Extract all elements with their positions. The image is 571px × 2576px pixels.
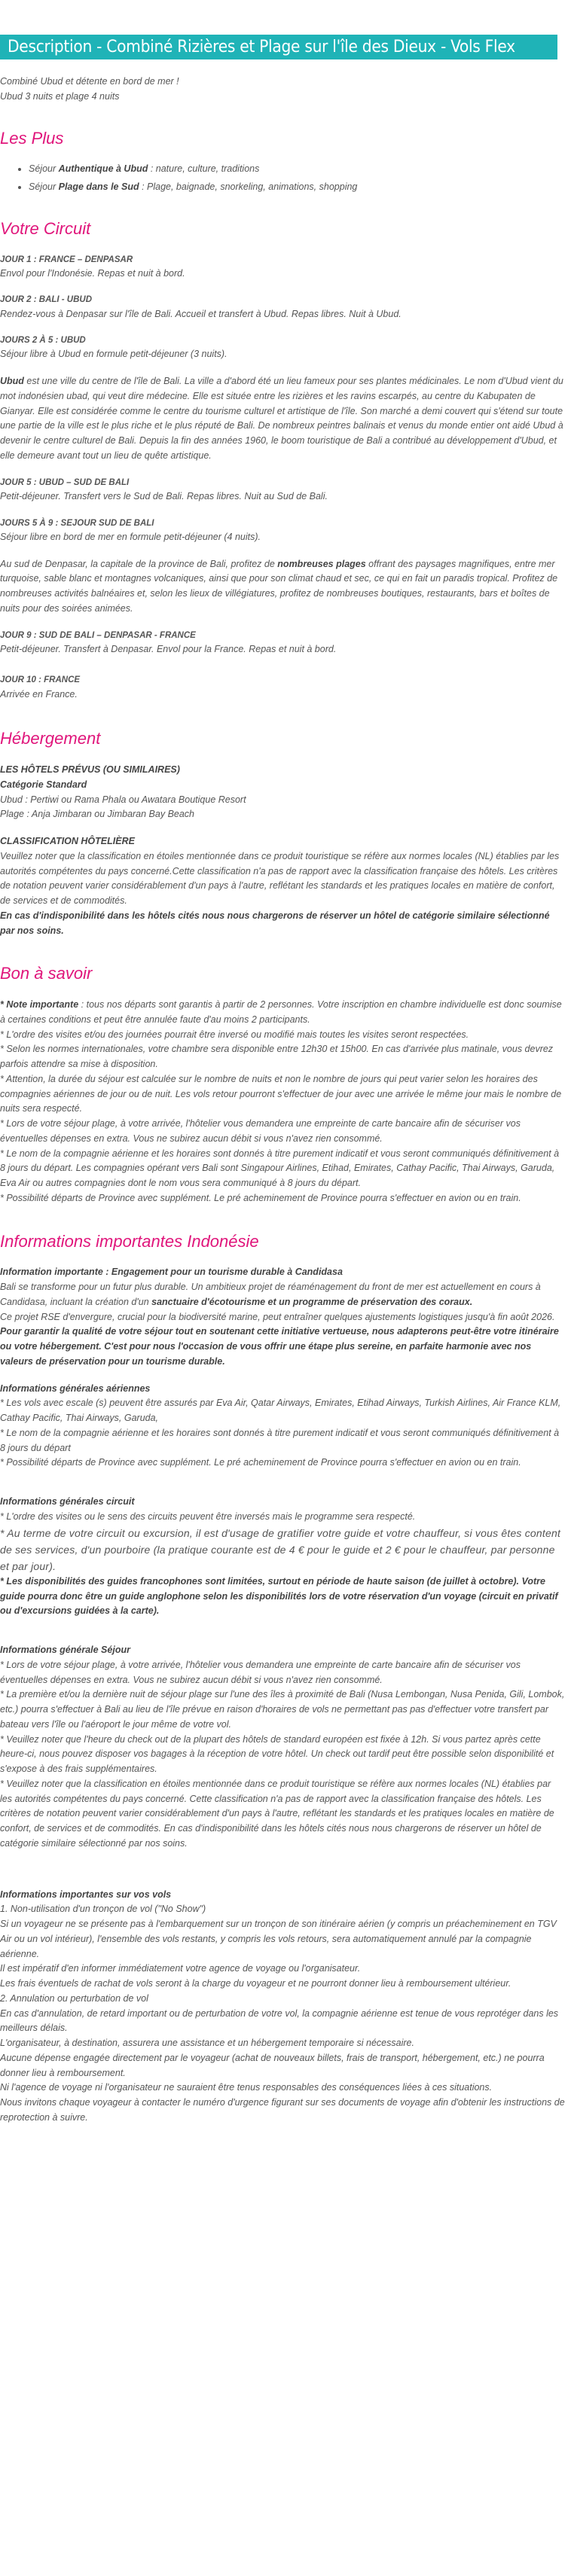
item-prefix: Séjour	[29, 181, 59, 192]
day-block	[0, 629, 565, 657]
vols-line: Il est impératif d'en informer immédiatement votre agence de voyage ou l'organisateur.	[0, 1963, 361, 1974]
bonasavoir-body	[0, 998, 565, 1206]
classification-text: Veuillez noter que la classification en étoiles mentionnée dans ce produit touristique se réfère aux normes locales (NL) établies par les autorités compétentes du pays concerné.Cette classification n'a pas de rapport avec la classification française des hôtels. Les critères de notation peuvent varier considérablement d'un pays à l'autre, reflétant les standards et les pratiques locales en matière de confort, de services et de commodités.	[0, 850, 560, 907]
vols-line: Aucune dépense engagée directement par le voyageur (achat de nouveaux billets, frais de transport, hébergement, etc.) ne pourra donner lieu à remboursement.	[0, 2052, 545, 2078]
day-text: Petit-déjeuner. Transfert vers le Sud de Bali. Repas libres. Nuit au Sud de Bali.	[0, 490, 328, 501]
circuit-body	[0, 253, 565, 703]
info-line: * Attention, la durée du séjour est calculée sur le nombre de nuits et non le nombre de jours qui peut varier selon les horaires des compagnies aériennes de jour ou de nuit. Les vols retour pourront s'effectuer de jour avec une arrivée le même jour mais le nombre de nuits sera respecté.	[0, 1073, 562, 1114]
item-bold: Authentique à Ubud	[58, 163, 148, 175]
intro-line: Ubud 3 nuits et plage 4 nuits	[0, 90, 120, 102]
bonasavoir-heading: Bon à savoir	[0, 964, 93, 983]
intro	[0, 75, 565, 105]
day-title: JOUR 5 : UBUD – SUD DE BALI	[0, 477, 130, 487]
sejour-line: * Veuillez noter que la classification en étoiles mentionnée dans ce produit touristique se réfère aux normes locales (NL) établies par les autorités compétentes du pays concerné. Cette classification n'a pas de rapport avec la classification française des hôtels. Les critères de notation peuvent varier considérablement d'un pays à l'autre, reflétant les standards et les pratiques locales en matière de confort, de services et de commodités. En cas d'indisponibilité dans les hôtels cités nous nous chargerons de réserver un hôtel de catégorie similaire sélectionné par nos soins.	[0, 1778, 554, 1849]
day-block	[0, 517, 565, 545]
page	[0, 35, 571, 2126]
day-text: Arrivée en France.	[0, 688, 78, 700]
aer-title: Informations générales aériennes	[0, 1383, 151, 1394]
vols-title: Informations importantes sur vos vols	[0, 1889, 172, 1900]
sud-bold: nombreuses plages	[277, 558, 366, 569]
item-prefix: Séjour	[29, 163, 59, 175]
sejour-line: * Veuillez noter que l'heure du check out de la plupart des hôtels de standard européen est fixée à 12h. Si vous partez après cette heure-ci, nous pouvez disposer vos bagages à la réception de votre hôtel. Un check out tardif peut être possible selon disponibilité et s'expose à des frais supplémentaires.	[0, 1733, 554, 1775]
day-title: JOURS 5 À 9 : SEJOUR SUD DE BALI	[0, 518, 154, 528]
infos-heading: Informations importantes Indonésie	[0, 1231, 259, 1251]
vols-line: Les frais éventuels de rachat de vols seront à la charge du voyageur et ne pourront donner lieu à remboursement ultérieur.	[0, 1978, 511, 1989]
vols-line: 1. Non-utilisation d'un tronçon de vol ("No Show")	[0, 1904, 206, 1915]
plus-heading: Les Plus	[0, 128, 64, 148]
important-title: Information importante : Engagement pour un tourisme durable à Candidasa	[0, 1267, 343, 1278]
classification-bold: En cas d'indisponibilité dans les hôtels cités nous nous chargerons de réserver un hôtel de catégorie similaire sélectionné par nos soins.	[0, 910, 550, 936]
note-bold: * Note importante	[0, 999, 79, 1011]
tip-line: * Au terme de votre circuit ou excursion, il est d'usage de gratifier votre guide et votre chauffeur, si vous êtes content de ses services, d'un pourboire (la pratique courante est de 4 € pour le guide et 2 € pour le chauffeur, par personne et par jour).	[0, 1526, 561, 1572]
category-title: Catégorie Standard	[0, 779, 87, 790]
info-line: * Lors de votre séjour plage, à votre arrivée, l'hôtelier vous demandera une empreinte de carte bancaire afin de sécuriser vos éventuelles dépenses en extra. Vous ne subirez aucun débit si vous n'avez rien consommé.	[0, 1118, 521, 1144]
guides-line: * Les disponibilités des guides francophones sont limitées, surtout en période de haute saison (de juillet à octobre). Votre guide pourra donc être un guide anglophone selon les disponibilités lors de votre réservation d'un voyage (circuit en privatif ou d'excursions guidées à la carte).	[0, 1575, 558, 1617]
info-line: * L'ordre des visites et/ou des journées pourrait être inversé ou modifié mais toutes les visites seront respectées.	[0, 1029, 469, 1040]
hotels-subtitle: LES HÔTELS PRÉVUS (OU SIMILAIRES)	[0, 764, 180, 776]
classification-title: CLASSIFICATION HÔTELIÈRE	[0, 836, 135, 847]
vols-line: En cas d'annulation, de retard important ou de perturbation de votre vol, la compagnie aérienne est tenue de vous reprotéger dans les meilleurs délais.	[0, 2007, 559, 2034]
title-bar	[0, 35, 557, 59]
sud-text: offrant des paysages magnifiques, entre mer turquoise, sable blanc et montagnes volcaniques, ainsi que pour son climat chaud et sec, ce qui en fait un paradis tropical. Profitez de nombreuses activités balnéaires et, selon les lieux de villégiatures, profitez de nombreuses boutiques, restaurants, bars et boîtes de nuits pour des soirées animées.	[0, 558, 558, 614]
day-title: JOUR 1 : FRANCE – DENPASAR	[0, 255, 133, 264]
sejour-title: Informations générale Séjour	[0, 1645, 130, 1656]
plus-list	[0, 162, 565, 195]
day-text: Petit-déjeuner. Transfert à Denpasar. Envol pour la France. Repas et nuit à bord.	[0, 643, 337, 654]
day-text: Envol pour l'Indonésie. Repas et nuit à bord.	[0, 267, 185, 279]
list-item	[29, 180, 565, 195]
circuit-heading: Votre Circuit	[0, 218, 91, 238]
item-text: : nature, culture, traditions	[148, 163, 260, 175]
day-title: JOUR 10 : FRANCE	[0, 675, 81, 685]
note-line	[0, 998, 565, 1028]
hebergement-heading: Hébergement	[0, 729, 101, 748]
sejour-line: * Lors de votre séjour plage, à votre arrivée, l'hôtelier vous demandera une empreinte de carte bancaire afin de sécuriser vos éventuelles dépenses en extra. Vous ne subirez aucun débit si vous n'avez rien consommé.	[0, 1659, 521, 1685]
day-block	[0, 253, 565, 282]
vols-line: L'organisateur, à destination, assurera une assistance et un hébergement temporaire si nécessaire.	[0, 2038, 414, 2049]
info-line: * Possibilité départs de Province avec supplément. Le pré acheminement de Province pourra s'effectuer en avion ou en train.	[0, 1192, 521, 1203]
important-bold: Pour garantir la qualité de votre séjour tout en soutenant cette initiative vertueuse, nous adapterons peut-être votre itinéraire ou votre hébergement. C'est pour nous l'occasion de vous offrir une étape plus sereine, en parfaite harmonie avec nos valeurs de préservation pour un tourisme durable.	[0, 1326, 559, 1367]
item-bold: Plage dans le Sud	[58, 181, 139, 192]
info-line: * Selon les normes internationales, votre chambre sera disponible entre 12h30 et 15h00. En cas d'arrivée plus matinale, vous devrez parfois attendre sa mise à disposition.	[0, 1044, 554, 1070]
list-item	[29, 162, 565, 177]
aer-line: * Possibilité départs de Province avec supplément. Le pré acheminement de Province pourra s'effectuer en avion ou en train.	[0, 1457, 521, 1468]
ubud-description	[0, 374, 565, 464]
day-text: Séjour libre en bord de mer en formule petit-déjeuner (4 nuits).	[0, 531, 261, 542]
item-text: : Plage, baignade, snorkeling, animations, shopping	[139, 181, 358, 192]
important-text	[0, 1280, 565, 1310]
vols-line: 2. Annulation ou perturbation de vol	[0, 1992, 148, 2004]
important-text-part: Ce projet RSE d'envergure, crucial pour la biodiversité marine, peut entraîner quelques ajustements logistiques jusqu'à fin août 2026.	[0, 1311, 555, 1322]
day-title: JOUR 2 : BALI - UBUD	[0, 295, 93, 305]
important-text-part: Bali se transforme pour un futur plus durable. Un ambitieux projet de réaménagement du front de mer est actuellement en cours à Candidasa, incluant la création d'un	[0, 1282, 541, 1307]
important-text	[0, 1310, 565, 1370]
vols-line: Nous invitons chaque voyageur à contacter le numéro d'urgence figurant sur ses documents de voyage afin d'obtenir les instructions de reprotection à suivre.	[0, 2097, 565, 2123]
day-block	[0, 334, 565, 362]
day-title: JOURS 2 À 5 : UBUD	[0, 336, 86, 346]
hebergement-body	[0, 763, 565, 938]
ubud-name: Ubud	[0, 376, 24, 387]
vols-line: Ni l'agence de voyage ni l'organisateur ne sauraient être tenus responsables des conséquences liées à ces situations.	[0, 2082, 493, 2093]
sejour-line: * La première et/ou la dernière nuit de séjour plage sur l'une des îles à proximité de Bali (Nusa Lembongan, Nusa Penida, Gili, Lombok, etc.) pourra s'effectuer à Bali au lieu de l'île prévue en raison d'horaires de vols ne permettant pas pas d'effectuer votre transfert par bateau vers l'île ou l'aéroport le jour même de votre vol.	[0, 1689, 565, 1730]
day-text: Séjour libre à Ubud en formule petit-déjeuner (3 nuits).	[0, 349, 227, 360]
aer-line: * Les vols avec escale (s) peuvent être assurés par Eva Air, Qatar Airways, Emirates, Etihad Airways, Turkish Airlines, Air France KLM, Cathay Pacific, Thai Airways, Garuda,	[0, 1398, 561, 1424]
hotel-line: Plage : Anja Jimbaran ou Jimbaran Bay Beach	[0, 809, 195, 820]
note-text: : tous nos départs sont garantis à partir de 2 personnes. Votre inscription en chambre individuelle est donc soumise à certaines conditions et peut être annulée faute d'au moins 2 participants.	[0, 999, 562, 1025]
hotel-line: Ubud : Pertiwi ou Rama Phala ou Awatara Boutique Resort	[0, 794, 246, 805]
circuit-info-line: * L'ordre des visites ou le sens des circuits peuvent être inversés mais le programme sera respecté.	[0, 1511, 416, 1522]
page-title: Description - Combiné Rizières et Plage sur l'île des Dieux - Vols Flex	[8, 36, 515, 56]
ubud-text: est une ville du centre de l'île de Bali. La ville a d'abord été un lieu fameux pour ses plantes médicinales. Le nom d'Ubud vient du mot indonésien ubad, qui veut dire médecine. Elle est située entre les rizières et les ravins escarpés, au centre du Kabupaten de Gianyar. Elle est considérée comme le centre du tourisme culturel et artistique de l'île. Son marché a demi couvert qui s'étend sur toute une partie de la ville est le plus riche et le plus réputé de Bali. De nombreux peintres balinais et venus du monde entier ont aidé Ubud à devenir le centre culturel de Bali. Depuis la fin des années 1960, le boom touristique de Bali a contribué au développement d'Ubud, et elle demeure avant tout un lieu de quête artistique.	[0, 376, 563, 461]
sud-description	[0, 557, 565, 617]
infos-body	[0, 1265, 565, 2125]
aer-line: * Le nom de la compagnie aérienne et les horaires sont donnés à titre purement indicatif et vous seront communiqués définitivement à 8 jours du départ	[0, 1427, 560, 1453]
sud-text: Au sud de Denpasar, la capitale de la province de Bali, profitez de	[0, 558, 278, 569]
info-line: * Le nom de la compagnie aérienne et les horaires sont donnés à titre purement indicatif et vous seront communiqués définitivement à 8 jours du départ. Les compagnies opérant vers Bali sont Singapour Airlines, Etihad, Emirates, Cathay Pacific, Thai Airways, Garuda, Eva Air ou autres compagnies dont le nom vous sera communiqué à 8 jours du départ.	[0, 1148, 560, 1189]
circuit-info-title: Informations générales circuit	[0, 1496, 135, 1507]
vols-line: Si un voyageur ne se présente pas à l'embarquement sur un tronçon de son itinéraire aérien (y compris un préacheminement en TGV Air ou un vol intérieur), l'ensemble des vols restants, y compris les vols retours, sera automatiquement annulé par la compagnie aérienne.	[0, 1919, 557, 1959]
intro-line: Combiné Ubud et détente en bord de mer !	[0, 76, 179, 87]
important-bold: sanctuaire d'écotourisme et un programme de préservation des coraux.	[151, 1296, 473, 1307]
day-block	[0, 476, 565, 505]
content	[0, 75, 571, 2126]
day-block	[0, 673, 565, 702]
day-text: Rendez-vous à Denpasar sur l'île de Bali. Accueil et transfert à Ubud. Repas libres. Nuit à Ubud.	[0, 308, 402, 319]
day-block	[0, 293, 565, 322]
day-title: JOUR 9 : SUD DE BALI – DENPASAR - FRANCE	[0, 630, 196, 640]
